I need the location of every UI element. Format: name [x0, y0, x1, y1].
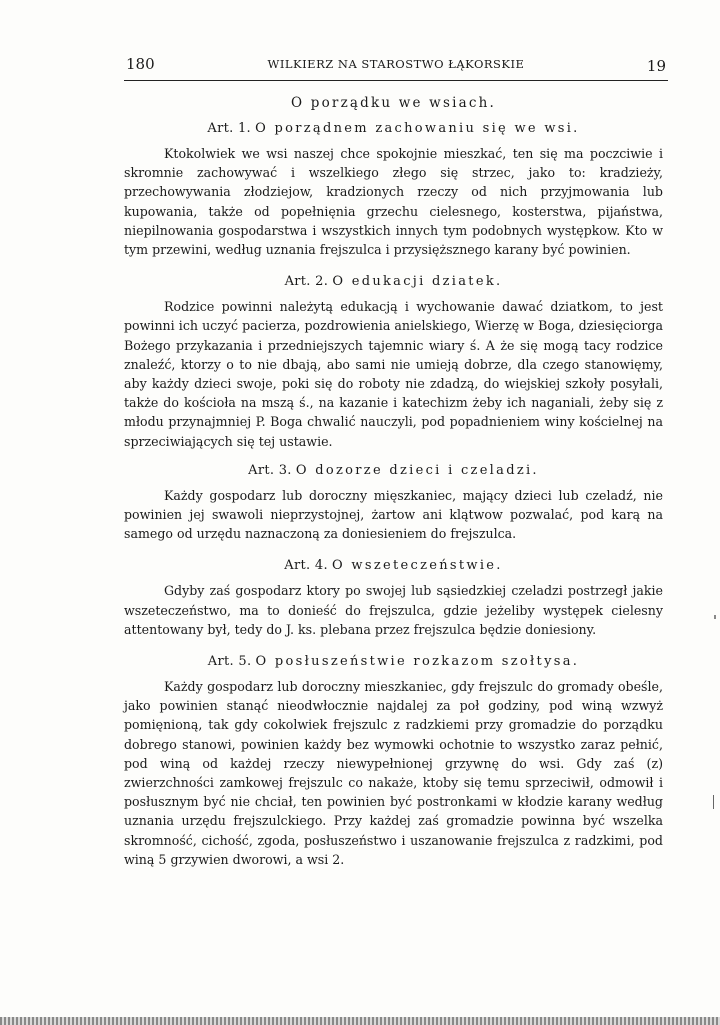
running-title: WILKIERZ NA STAROSTWO ŁĄKORSKIE	[267, 57, 525, 71]
page-number-left: 180	[126, 55, 155, 73]
header-rule	[124, 80, 668, 81]
document-body	[124, 92, 663, 869]
article-1-heading: O porządnem zachowaniu się we wsi.	[255, 121, 580, 136]
article-2-text: Rodzice powinni należytą edukacją i wychowanie dawać dziatkom, to jest powinni ich uczyć pacierza, pozdrowienia anielskiego, Wierzę w Boga, dziesięciorga Bożego przykazania i przedniejszych tajemnic wiary ś. A że się mogą tacy rodzice znaleźć, ktorzy o to nie dbają, abo sami nie umieją dobrze, dla czego stanowięmy, aby każdy dzieci swoje, poki się do roboty nie zdadzą, do wiejskiej szkoły posyłali, także do kościoła na mszą ś., na kazanie i katechizm żeby ich naganiali, żeby się z młodu przynajmniej P. Boga chwalić nauczyli, pod popadnieniem winy kościelnej na sprzeciwiających się tej ustawie.	[124, 299, 663, 449]
article-1-title	[124, 118, 663, 140]
article-4-text: Gdyby zaś gospodarz ktory po swojej lub sąsiedzkiej czeladzi postrzegł jakie wszeteczeństwo, ma to donieść do frejszulca, gdzie jeżeliby występek cielesny attentowany był, tedy do J. ks. plebana przez frejszulca będzie doniesiony.	[124, 583, 663, 637]
article-3-text: Każdy gospodarz lub doroczny mięszkaniec, mający dzieci lub czeladź, nie powinien jej swawoli nieprzystojnej, żartow ani klątwow pozwalać, pod karą na samego od urzędu naznaczoną za doniesieniem do frejszulca.	[124, 487, 663, 542]
article-2-label: Art. 2.	[284, 274, 329, 290]
article-1-label: Art. 1.	[207, 121, 251, 136]
article-2-title	[124, 271, 663, 293]
article-4-label: Art. 4.	[284, 558, 328, 574]
page-number-right: 19	[646, 57, 666, 75]
article-3-title	[124, 460, 663, 482]
article-5-heading: O posłuszeństwie rozkazom szołtysa.	[255, 654, 580, 670]
article-5-label: Art. 5.	[207, 654, 252, 670]
article-4-title	[124, 555, 663, 577]
article-3-heading: O dozorze dzieci i czeladzi.	[295, 462, 539, 478]
article-5-text: Każdy gospodarz lub doroczny mieszkaniec, gdy frejszulc do gromady obeśle, jako powinien stanąć nieodwłocznie najdalej za poł godziny, pod winą wzwyż pomięnioną, tak gdy cokolwiek frejszulc z radzkiemi przy gromadzie do porządku dobrego stanowi, powinien każdy bez wymowki ochotnie to wszystko zaraz pełnić, pod winą od każdej rzeczy niewypełnionej grzywnę do wsi. Gdy zaś (z) zwierzchności zamkowej frejszulc co nakaże, ktoby się temu sprzeciwił, odmowił i posłusznym być nie chciał, ten powinien być postronkami w kłodzie karany według uznania urzędu frejszulckiego. Przy każdej zaś gromadzie powinna być wszelka skromność, cichość, zgoda, posłuszeństwo i uszanowanie frejszulca z radzkimi, pod winą 5 grzywien dworowi, a wsi 2.	[124, 679, 663, 867]
scan-mark	[714, 615, 716, 619]
article-3-label: Art. 3.	[248, 462, 292, 478]
article-2-heading: O edukacji dziatek.	[332, 274, 503, 290]
page-header	[126, 55, 666, 77]
scan-bottom-edge	[0, 1017, 720, 1025]
article-1-text: Ktokolwiek we wsi naszej chce spokojnie mieszkać, ten się ma poczciwie i skromnie zachowywać i wszelkiego złego się strzec, jako to: kradzieży, przechowywania złodziejow, kradzionych rzeczy od nich przyjmowania lub kupowania, także od popełnięnia grzechu cielesnego, kosterstwa, pijaństwa, niepilnowania gospodarstwa i wszystkich innych tym podobnych występkow. Kto w tym przewini, według uznania frejszulca i przysięższnego karany być powinien.	[124, 146, 663, 258]
section-title: O porządku we wsiach.	[291, 95, 496, 111]
article-5-title	[124, 651, 663, 673]
scan-edge-mark	[712, 795, 714, 809]
article-4-heading: O wszeteczeństwie.	[332, 558, 503, 574]
